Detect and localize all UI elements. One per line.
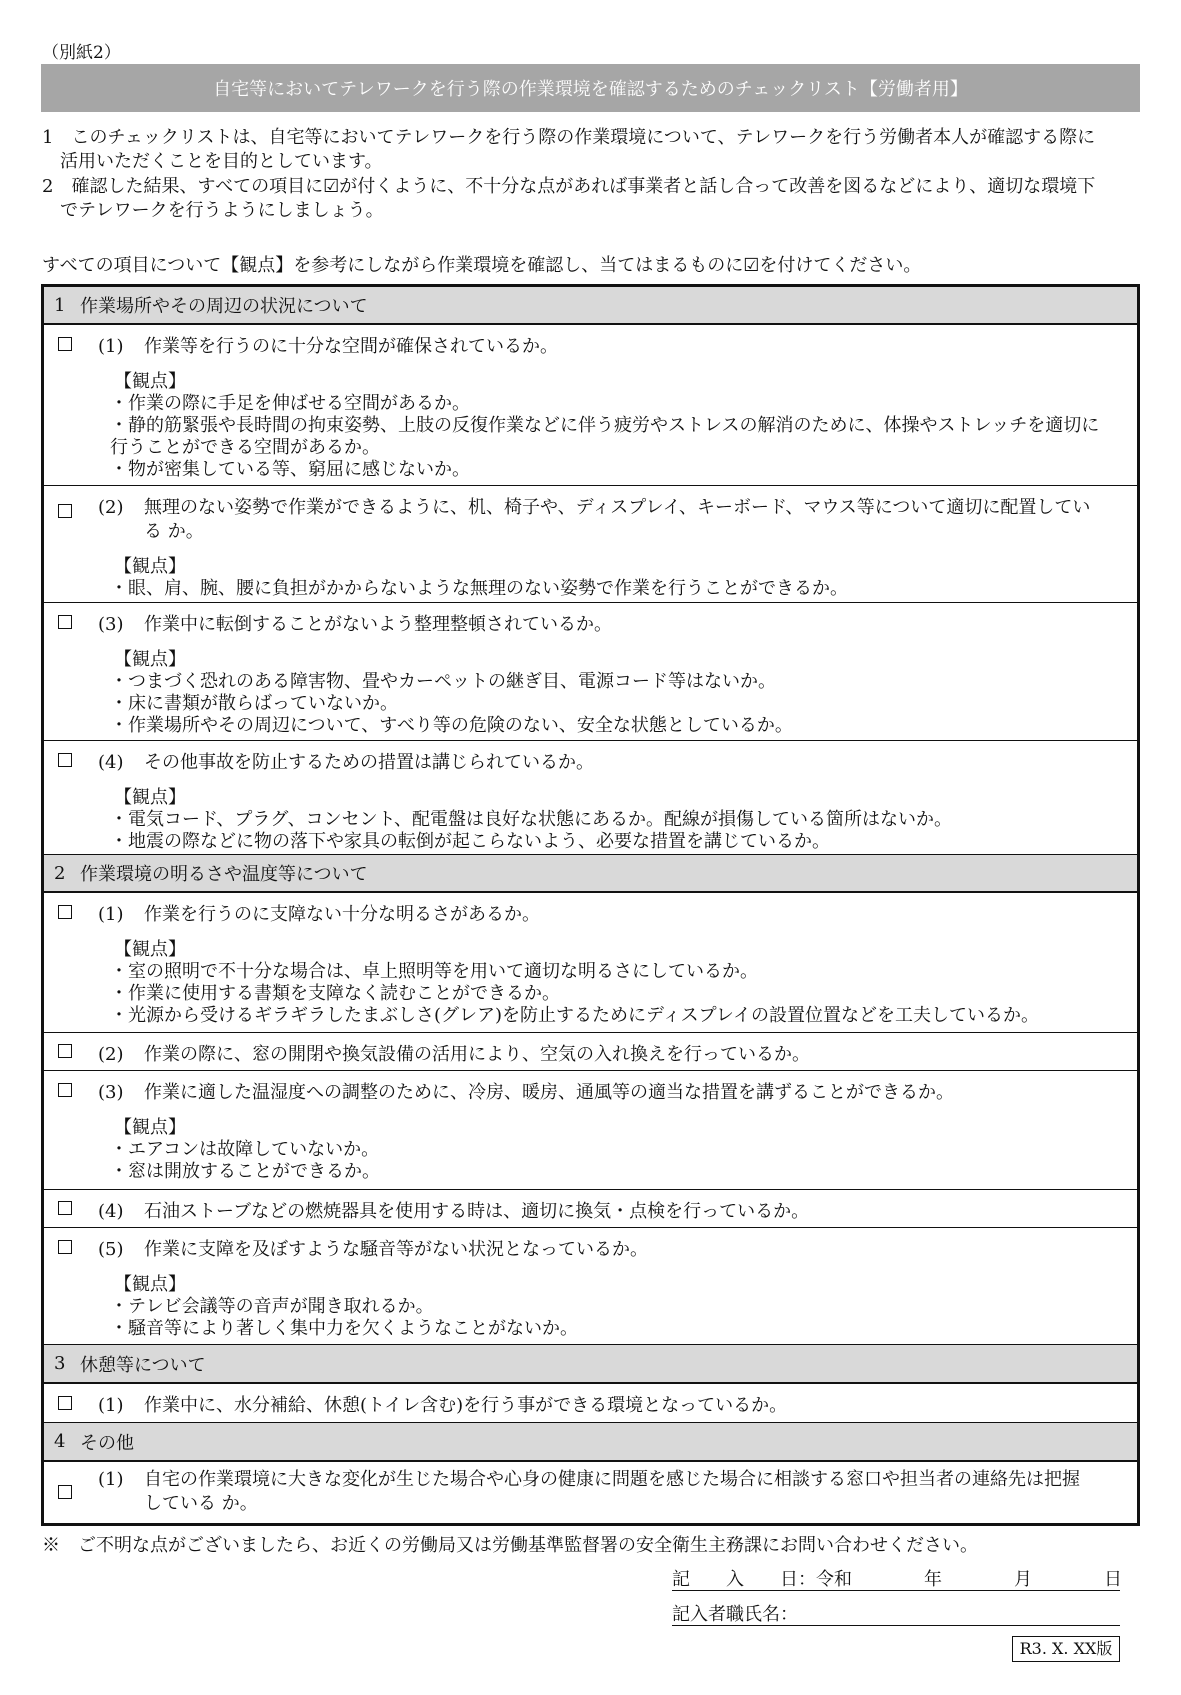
question-text: 石油ストーブなどの燃焼器具を使用する時は、適切に換気・点検を行っているか。 — [144, 1201, 810, 1222]
checkbox[interactable] — [58, 905, 72, 919]
checkbox[interactable] — [58, 1044, 72, 1058]
question-line — [98, 1043, 810, 1067]
checklist-item — [44, 486, 1137, 603]
section-header — [44, 287, 1137, 325]
viewpoints-label: 【観点】 — [114, 1274, 186, 1295]
viewpoint-line: ・室の照明で不十分な場合は、卓上照明等を用いて適切な明るさにしているか。 — [110, 961, 758, 982]
item-question — [98, 903, 540, 927]
viewpoints — [110, 649, 793, 737]
question-line — [98, 1081, 954, 1105]
entry-date-field[interactable]: 記 入 日：令和 年 月 日 — [672, 1565, 1120, 1591]
question-line — [98, 613, 612, 637]
viewpoints-label: 【観点】 — [114, 939, 186, 960]
viewpoint-line: ・窓は開放することができるか。 — [110, 1161, 380, 1182]
item-number: (1) — [98, 904, 124, 925]
question-line — [98, 903, 540, 927]
viewpoints-label: 【観点】 — [114, 556, 186, 577]
checklist-item — [44, 1462, 1137, 1523]
viewpoint-line: ・眼、肩、腕、腰に負担がかからないような無理のない姿勢で作業を行うことができるか。 — [110, 578, 848, 599]
checklist-item — [44, 893, 1137, 1033]
viewpoint-line: ・テレビ会議等の音声が聞き取れるか。 — [110, 1296, 434, 1317]
item-question — [98, 1238, 648, 1262]
item-question — [98, 1394, 787, 1418]
checklist-item — [44, 1228, 1137, 1345]
section-header — [44, 1423, 1137, 1462]
viewpoints — [110, 1274, 578, 1340]
checkbox[interactable] — [58, 1083, 72, 1097]
question-text: 無理のない姿勢で作業ができるように、机、椅子や、ディスプレイ、キーボード、マウス等について適切に配置してい — [144, 497, 1091, 518]
viewpoint-line: ・床に書類が散らばっていないか。 — [110, 693, 398, 714]
section-number: 2 — [54, 862, 66, 884]
intro-line: 活用いただくことを目的としています。 — [42, 151, 383, 172]
item-question — [98, 496, 1090, 544]
section-title: 作業場所やその周辺の状況について — [80, 296, 368, 317]
viewpoints-label: 【観点】 — [114, 1117, 186, 1138]
checklist-item — [44, 1384, 1137, 1423]
footer-note: ※ ご不明な点がございましたら、お近くの労働局又は労働基準監督署の安全衛生主務課にお問い合わせください。 — [42, 1535, 978, 1556]
viewpoints — [110, 371, 1099, 481]
viewpoint-line: ・騒音等により著しく集中力を欠くようなことがないか。 — [110, 1318, 578, 1339]
section-number: 3 — [54, 1353, 66, 1374]
question-text: している か。 — [144, 1493, 258, 1514]
question-text: 作業に適した温湿度への調整のために、冷房、暖房、通風等の適当な措置を講ずることができるか。 — [144, 1082, 954, 1103]
item-number: (4) — [98, 752, 124, 773]
checkbox[interactable] — [58, 1240, 72, 1254]
viewpoints — [110, 556, 848, 600]
question-text: 作業中に、水分補給、休憩(トイレ含む)を行う事ができる環境となっているか。 — [144, 1395, 788, 1416]
question-text: その他事故を防止するための措置は講じられているか。 — [144, 752, 594, 773]
checklist-table — [41, 284, 1140, 1526]
checkbox[interactable] — [58, 1396, 72, 1410]
item-number: (3) — [98, 614, 124, 635]
question-text: 作業に支障を及ぼすような騒音等がない状況となっているか。 — [144, 1239, 648, 1260]
checklist-item — [44, 1033, 1137, 1071]
viewpoints — [110, 1117, 380, 1183]
viewpoint-line: ・作業の際に手足を伸ばせる空間があるか。 — [110, 393, 470, 414]
question-line — [98, 496, 1090, 520]
viewpoints-label: 【観点】 — [114, 371, 186, 392]
viewpoint-line: ・エアコンは故障していないか。 — [110, 1139, 380, 1160]
item-question — [98, 1200, 809, 1224]
item-number: (1) — [98, 336, 124, 357]
section-number: 4 — [54, 1431, 66, 1452]
viewpoint-line: ・つまづく恐れのある障害物、畳やカーペットの継ぎ目、電源コード等はないか。 — [110, 671, 776, 692]
intro-line: 1 このチェックリストは、自宅等においてテレワークを行う際の作業環境について、テレワークを行う労働者本人が確認する際に — [42, 127, 1096, 148]
viewpoint-line: ・作業に使用する書類を支障なく読むことができるか。 — [110, 983, 560, 1004]
item-question — [98, 1081, 954, 1105]
item-number: (3) — [98, 1082, 124, 1103]
item-number: (2) — [98, 497, 124, 518]
question-line — [98, 335, 558, 359]
checklist-item — [44, 325, 1137, 486]
question-line — [98, 1468, 1080, 1492]
checkbox[interactable] — [58, 1485, 72, 1499]
section-header — [44, 1345, 1137, 1384]
item-question — [98, 751, 594, 775]
version-box: R3. X. XX版 — [1012, 1636, 1120, 1662]
question-text: 自宅の作業環境に大きな変化が生じた場合や心身の健康に問題を感じた場合に相談する窓口や担当者の連絡先は把握 — [144, 1469, 1080, 1490]
item-question — [98, 613, 612, 637]
item-question — [98, 1468, 1080, 1516]
item-number: (5) — [98, 1239, 124, 1260]
section-header — [44, 855, 1137, 893]
question-line — [98, 1394, 787, 1418]
section-title: 作業環境の明るさや温度等について — [80, 864, 368, 885]
question-text: 作業を行うのに支障ない十分な明るさがあるか。 — [144, 904, 540, 925]
item-number: (1) — [98, 1469, 124, 1490]
viewpoint-line: ・地震の際などに物の落下や家具の転倒が起こらないよう、必要な措置を講じているか。 — [110, 831, 830, 852]
viewpoints-label: 【観点】 — [114, 787, 186, 808]
question-text: 作業中に転倒することがないよう整理整頓されているか。 — [144, 614, 612, 635]
checkbox[interactable] — [58, 1201, 72, 1215]
intro-line: 2 確認した結果、すべての項目に☑が付くように、不十分な点があれば事業者と話し合って改善を図るなどにより、適切な環境下 — [42, 176, 1096, 197]
viewpoint-line: ・光源から受けるギラギラしたまぶしさ(グレア)を防止するためにディスプレイの設置位置などを工夫しているか。 — [110, 1005, 1039, 1026]
question-line — [98, 751, 594, 775]
viewpoint-line: ・静的筋緊張や長時間の拘束姿勢、上肢の反復作業などに伴う疲労やストレスの解消のために、体操やストレッチを適切に — [110, 415, 1100, 436]
checklist-item — [44, 603, 1137, 741]
intro-line: でテレワークを行うようにしましょう。 — [42, 200, 384, 221]
viewpoints-label: 【観点】 — [114, 649, 186, 670]
question-line — [98, 1238, 648, 1262]
checkbox[interactable] — [58, 753, 72, 767]
viewpoint-line: ・作業場所やその周辺について、すべり等の危険のない、安全な状態としているか。 — [110, 715, 793, 736]
item-number: (2) — [98, 1044, 124, 1065]
entrant-name-field[interactable]: 記入者職氏名： — [672, 1600, 1120, 1626]
instruction: すべての項目について【観点】を参考にしながら作業環境を確認し、当てはまるものに☑を付けてください。 — [42, 255, 922, 276]
question-text: 作業等を行うのに十分な空間が確保されているか。 — [144, 336, 558, 357]
viewpoint-line: ・物が密集している等、窮屈に感じないか。 — [110, 459, 470, 480]
checklist-item — [44, 1071, 1137, 1190]
section-number: 1 — [54, 294, 66, 316]
checklist-item — [44, 741, 1137, 855]
viewpoint-line: ・電気コード、プラグ、コンセント、配電盤は良好な状態にあるか。配線が損傷している箇所はないか。 — [110, 809, 953, 830]
checkbox[interactable] — [58, 615, 72, 629]
item-number: (1) — [98, 1395, 124, 1416]
item-question — [98, 1043, 810, 1067]
checkbox[interactable] — [58, 337, 72, 351]
document-title: 自宅等においてテレワークを行う際の作業環境を確認するためのチェックリスト【労働者用】 — [41, 64, 1140, 112]
viewpoints — [110, 787, 952, 853]
section-title: その他 — [80, 1432, 134, 1454]
checkbox[interactable] — [58, 504, 72, 518]
annex-label: （別紙2） — [42, 43, 121, 63]
item-question — [98, 335, 558, 359]
viewpoints — [110, 939, 1039, 1027]
question-line — [98, 1200, 809, 1224]
viewpoint-line: 行うことができる空間があるか。 — [110, 437, 380, 458]
item-number: (4) — [98, 1201, 124, 1222]
question-text: る か。 — [144, 521, 204, 542]
section-title: 休憩等について — [80, 1354, 206, 1376]
checklist-item — [44, 1190, 1137, 1228]
question-text: 作業の際に、窓の開閉や換気設備の活用により、空気の入れ換えを行っているか。 — [144, 1044, 810, 1065]
